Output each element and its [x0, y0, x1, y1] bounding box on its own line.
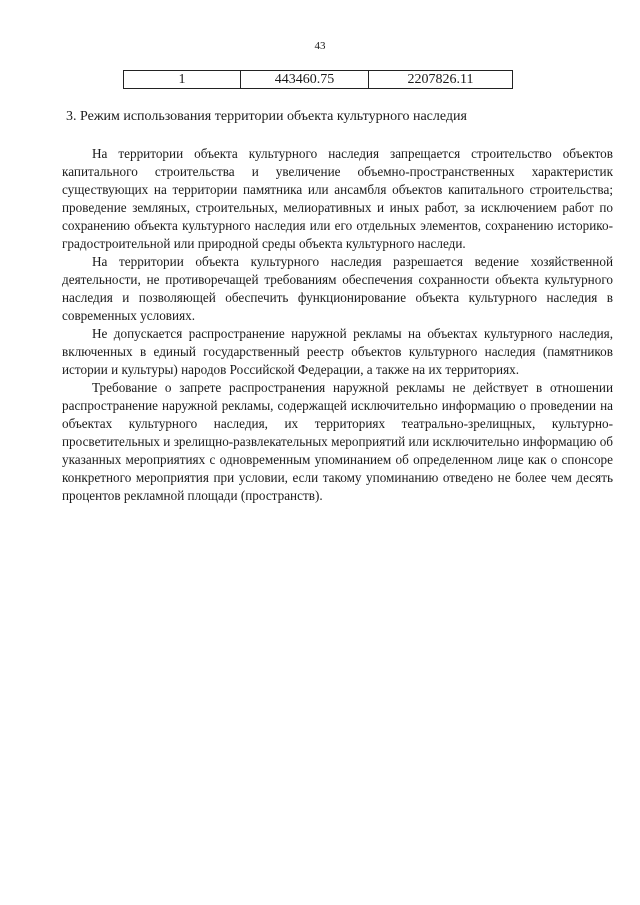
- coordinates-table: [123, 70, 513, 89]
- paragraph-permitted-activity: На территории объекта культурного наследия разрешается ведение хозяйственной деятельности, не противоречащей требованиям обеспечения сохранности объекта культурного наследия и позволяющей обеспечить функционирование объекта культурного наследия в современных условиях.: [62, 254, 613, 323]
- paragraph-advertising-exception: Требование о запрете распространения наружной рекламы не действует в отношении распространение наружной рекламы, содержащей исключительно информацию о проведении на объектах культурного наследия, их территориях театрально-зрелищных, культурно-просветительных и зрелищно-развлекательных мероприятий или исключительно информацию об указанных мероприятиях с одновременным упоминанием об определенном лице как о спонсоре конкретного мероприятия при условии, если такому упоминанию отведено не более чем десять процентов рекламной площади (пространств).: [62, 380, 613, 503]
- table-cell-y-coordinate: 2207826.11: [407, 71, 474, 87]
- page-number: 43: [314, 40, 326, 52]
- paragraph-advertising-prohibition: Не допускается распространение наружной рекламы на объектах культурного наследия, включенных в единый государственный реестр объектов культурного наследия (памятников истории и культуры) народов Российской Федерации, а также на их территориях.: [62, 326, 613, 377]
- paragraph-construction-prohibition: На территории объекта культурного наследия запрещается строительство объектов капитального строительства и увеличение объемно-пространственных характеристик существующих на территории памятника или ансамбля объектов капитального строительства; проведение земляных, строительных, мелиоративных и иных работ, за исключением работ по сохранению объекта культурного наследия или его отдельных элементов, сохранению историко-градостроительной или природной среды объекта культурного наследи.: [62, 146, 613, 251]
- table-cell-point-number: 1: [124, 71, 241, 88]
- section-title: 3. Режим использования территории объекта культурного наследия: [66, 109, 467, 124]
- table-cell-x-coordinate: 443460.75: [241, 71, 369, 88]
- document-body: [62, 145, 613, 505]
